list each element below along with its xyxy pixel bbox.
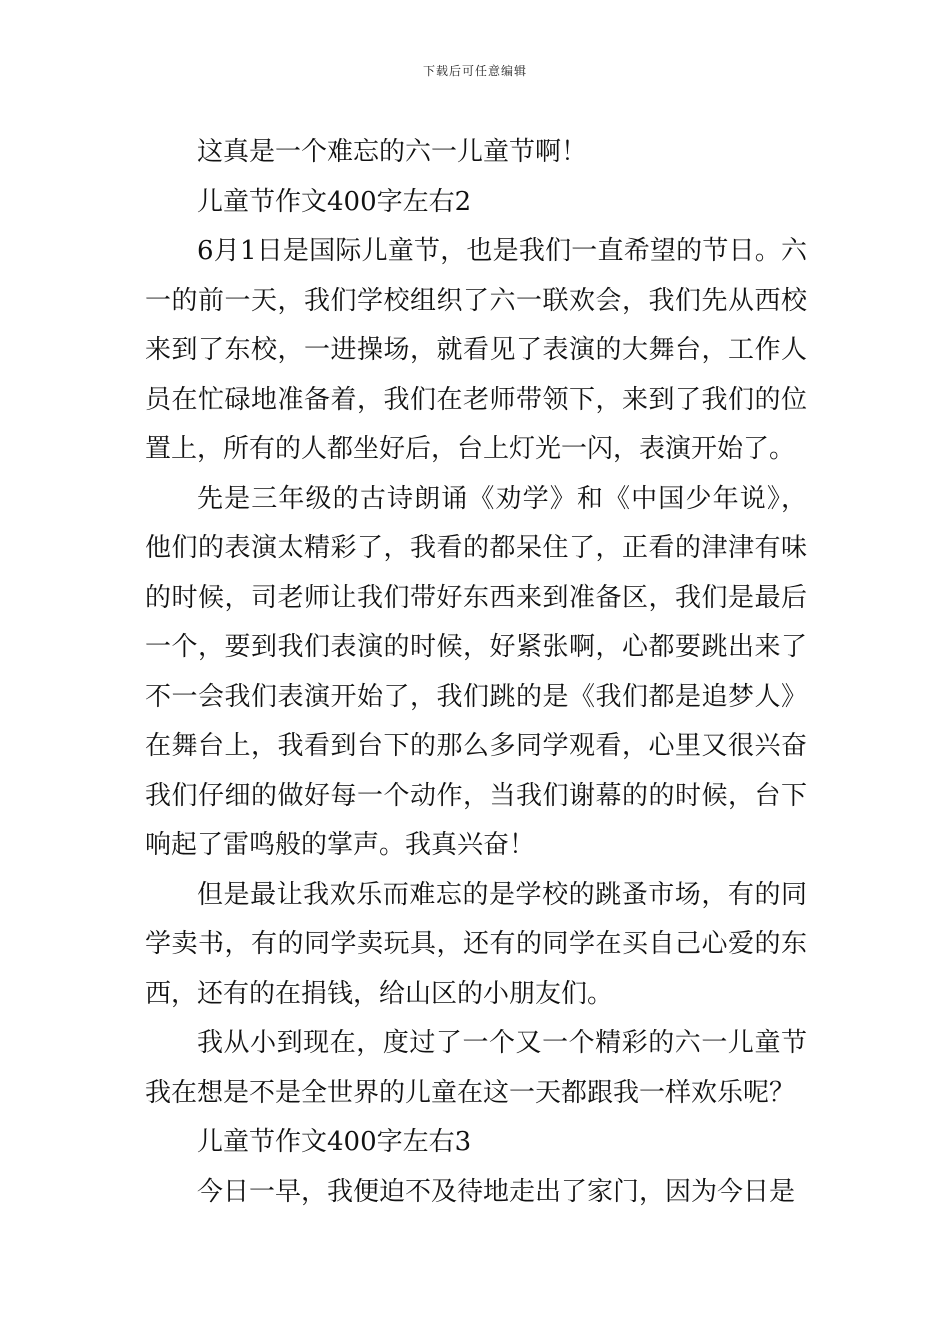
section-heading-2: 儿童节作文400字左右2: [197, 186, 472, 217]
paragraph-intro: 6月1日是国际儿童节，也是我们一直希望的节日。六一的前一天，我们学校组织了六一联欢会，我们先从西校来到了东校，一进操场，就看见了表演的大舞台，工作人员在忙碌地准备着，我们在老师带领下，来到了我们的位置上，所有的人都坐好后，台上灯光一闪，表演开始了。: [145, 236, 807, 464]
page-header-note: 下载后可任意编辑: [422, 64, 527, 78]
paragraph-flea-market: 但是最让我欢乐而难忘的是学校的跳蚤市场，有的同学卖书，有的同学卖玩具，还有的同学在买自己心爱的东西，还有的在捐钱，给山区的小朋友们。: [145, 879, 807, 1009]
paragraph-closing-line: 这真是一个难忘的六一儿童节啊！: [197, 137, 588, 167]
paragraph-reflection: 我从小到现在，度过了一个又一个精彩的六一儿童节我在想是不是全世界的儿童在这一天都跟我一样欢乐呢？: [145, 1028, 807, 1108]
section-heading-3: 儿童节作文400字左右3: [197, 1127, 472, 1157]
document-body: [145, 128, 807, 1217]
paragraph-performance: 先是三年级的古诗朗诵《劝学》和《中国少年说》，他们的表演太精彩了，我看的都呆住了，正看的津津有味的时候，司老师让我们带好东西来到准备区，我们是最后一个，要到我们表演的时候，好紧张啊，心都要跳出来了不一会我们表演开始了，我们跳的是《我们都是追梦人》在舞台上，我看到台下的那么多同学观看，心里又很兴奋我们仔细的做好每一个动作，当我们谢幕的的时候，台下响起了雷鸣般的掌声。我真兴奋！: [145, 483, 807, 860]
paragraph-morning: 今日一早，我便迫不及待地走出了家门，因为今日是: [197, 1176, 796, 1207]
